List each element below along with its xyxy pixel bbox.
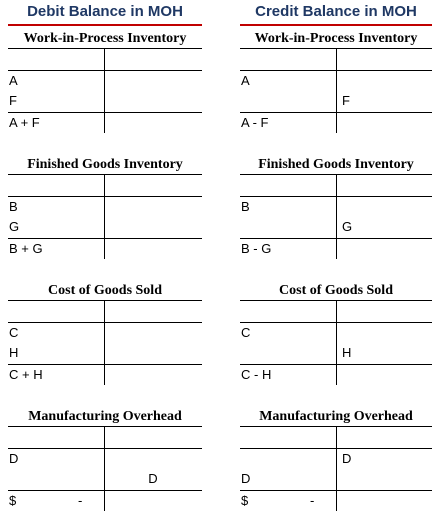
debit-balance-column [8, 0, 202, 508]
account-title: Work-in-Process Inventory [8, 27, 202, 49]
debit-entry: D [9, 451, 19, 466]
column-title: Credit Balance in MOH [240, 0, 432, 26]
debit-entry: B [9, 199, 18, 214]
debit-entry: B [241, 199, 250, 214]
t-account-divider [104, 301, 105, 385]
balance-symbol: $ [241, 493, 249, 508]
row-rule [8, 196, 202, 197]
account-title: Manufacturing Overhead [240, 405, 432, 427]
debit-total: A + F [9, 115, 40, 130]
t-account-cogs [240, 279, 432, 385]
t-account-divider [336, 301, 337, 385]
t-account-divider [336, 427, 337, 511]
account-title: Cost of Goods Sold [8, 279, 202, 301]
debit-entry: G [9, 219, 20, 234]
t-account-body [8, 427, 202, 511]
t-account-divider [104, 175, 105, 259]
credit-entry: D [148, 471, 158, 486]
row-rule [240, 70, 432, 71]
t-account-body [240, 175, 432, 259]
debit-entry: C [241, 325, 251, 340]
credit-entry: F [342, 93, 350, 108]
t-account-cogs [8, 279, 202, 385]
t-account-divider [104, 49, 105, 133]
debit-total: A - F [241, 115, 269, 130]
credit-entry: H [342, 345, 352, 360]
t-account-divider [336, 175, 337, 259]
debit-entry: D [241, 471, 251, 486]
t-account-body [240, 49, 432, 133]
t-account-body [8, 301, 202, 385]
t-account-body [240, 427, 432, 511]
t-account-body [8, 49, 202, 133]
t-account-divider [336, 49, 337, 133]
debit-entry: A [9, 73, 18, 88]
total-rule [240, 112, 432, 113]
column-title: Debit Balance in MOH [8, 0, 202, 26]
t-account-body [8, 175, 202, 259]
debit-entry: A [241, 73, 250, 88]
account-title: Cost of Goods Sold [240, 279, 432, 301]
t-account-wip [8, 27, 202, 133]
row-rule [240, 196, 432, 197]
credit-entry: G [342, 219, 353, 234]
credit-balance-column [240, 0, 432, 508]
debit-entry: H [9, 345, 19, 360]
balance-symbol: $ [9, 493, 17, 508]
row-rule [240, 322, 432, 323]
debit-entry: F [9, 93, 17, 108]
account-title: Finished Goods Inventory [240, 153, 432, 175]
t-account-fg [240, 153, 432, 259]
total-rule [240, 490, 432, 491]
account-title: Finished Goods Inventory [8, 153, 202, 175]
debit-total: C + H [9, 367, 43, 382]
credit-entry: D [342, 451, 352, 466]
account-title: Work-in-Process Inventory [240, 27, 432, 49]
debit-total: C - H [241, 367, 272, 382]
row-rule [8, 448, 202, 449]
t-account-moh [240, 405, 432, 511]
t-account-moh [8, 405, 202, 511]
t-account-fg [8, 153, 202, 259]
row-rule [8, 322, 202, 323]
debit-total: B + G [9, 241, 43, 256]
row-rule [8, 70, 202, 71]
balance-value: - [78, 493, 83, 508]
account-title: Manufacturing Overhead [8, 405, 202, 427]
t-account-body [240, 301, 432, 385]
total-rule [8, 490, 202, 491]
balance-value: - [310, 493, 315, 508]
t-account-wip [240, 27, 432, 133]
row-rule [240, 448, 432, 449]
debit-total: B - G [241, 241, 272, 256]
debit-entry: C [9, 325, 19, 340]
